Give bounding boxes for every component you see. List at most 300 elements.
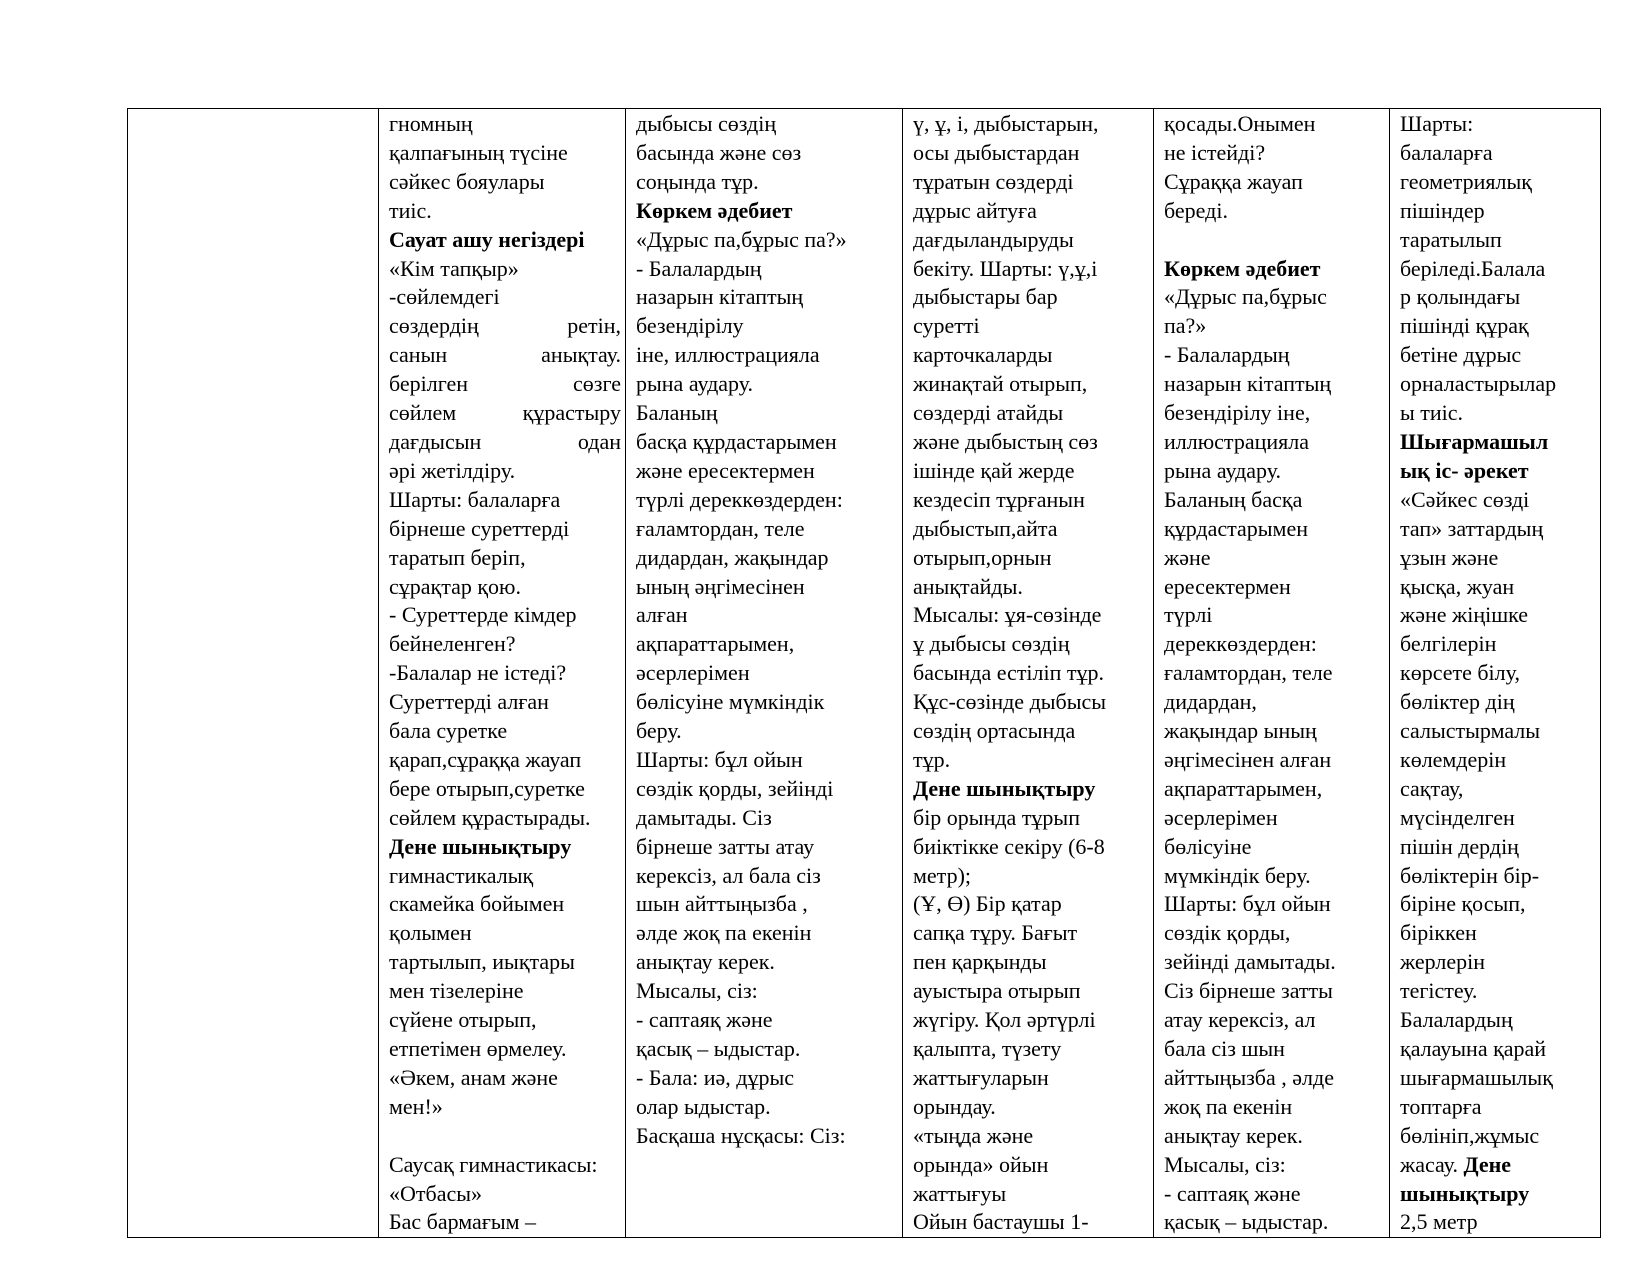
text-line [913, 688, 1149, 717]
text-line-content: кездесіп тұрғанын [913, 486, 1085, 512]
text-line-content: отырып,орнын [913, 544, 1052, 570]
text-line [913, 919, 1149, 948]
text-line [1400, 486, 1596, 515]
text-line [913, 197, 1149, 226]
text-line [1400, 544, 1596, 573]
text-line-content: скамейка бойымен [389, 891, 565, 917]
text-line-content: Құс-сөзінде дыбысы [913, 689, 1107, 715]
text-line [913, 804, 1149, 833]
text-line-content: Баланың басқа [1164, 486, 1303, 512]
text-line-content: «Әкем, анам және [389, 1064, 558, 1090]
text-line [636, 601, 898, 630]
text-line-content: тиіс. [389, 197, 432, 223]
text-line-content: Ойын бастаушы 1- [913, 1209, 1089, 1235]
text-line [1164, 775, 1385, 804]
text-line [913, 573, 1149, 602]
text-line [1164, 139, 1385, 168]
text-line-content: Суреттерді алған [389, 689, 549, 715]
text-line [636, 341, 898, 370]
text-line-content: суретті [913, 313, 980, 339]
text-line-content: бөліктерін бір- [1400, 862, 1540, 888]
text-line-content: құрдастарымен [1164, 515, 1309, 541]
text-line-content: мен!» [389, 1093, 443, 1119]
text-line-content: зейінді дамытады. [1164, 949, 1336, 975]
text-line-content: р қолындағы [1400, 284, 1521, 310]
text-line [913, 717, 1149, 746]
text-line-content: тұр. [913, 746, 951, 772]
text-line-content: 2,5 метр [1400, 1209, 1478, 1235]
text-line [1164, 1122, 1385, 1151]
text-line-content: Бас бармағым – [389, 1209, 537, 1235]
text-line-content: көрсете білу, [1400, 660, 1520, 686]
text-line-content: соңында тұр. [636, 168, 759, 194]
text-line-content: көлемдерін [1400, 746, 1507, 772]
text-line [389, 862, 621, 891]
text-line [913, 283, 1149, 312]
text-line-content: тап» заттардың [1400, 515, 1544, 541]
text-line-content: -Балалар не істеді? [389, 660, 567, 686]
text-line [636, 226, 898, 255]
text-line-content: ү, ұ, і, дыбыстарын, [913, 111, 1099, 136]
text-line [1164, 110, 1385, 139]
text-line [636, 948, 898, 977]
text-line [389, 775, 621, 804]
text-line [389, 833, 621, 862]
text-line-content: дидардан, жақындар [636, 544, 829, 570]
text-line [636, 573, 898, 602]
text-line [636, 255, 898, 284]
text-line [636, 659, 898, 688]
text-line-content: осы дыбыстардан [913, 139, 1080, 165]
text-line [1400, 168, 1596, 197]
text-line [389, 948, 621, 977]
text-line [913, 457, 1149, 486]
text-line [1400, 341, 1596, 370]
text-line-content: сапқа тұру. Бағыт [913, 920, 1078, 946]
text-line [913, 1035, 1149, 1064]
text-line-content: - Бала: иә, дұрыс [636, 1064, 795, 1090]
text-line-content: - саптаяқ және [1164, 1180, 1301, 1206]
text-line-content [389, 1123, 395, 1148]
text-line [913, 862, 1149, 891]
text-line-content: «Сәйкес сөзді [1400, 486, 1530, 512]
text-line-content: дереккөздерден: [1164, 631, 1317, 657]
text-line [1164, 544, 1385, 573]
text-line-content: ақпараттарымен, [636, 631, 795, 657]
text-line [389, 370, 621, 399]
text-line [389, 1122, 621, 1151]
text-line-content: санын анықтау. [389, 342, 621, 368]
text-line [1164, 1208, 1385, 1237]
text-line-content: беріледі.Балала [1400, 255, 1546, 281]
text-line [1400, 919, 1596, 948]
text-line [1400, 283, 1596, 312]
text-line [1164, 717, 1385, 746]
text-line [1164, 1064, 1385, 1093]
text-line [1164, 573, 1385, 602]
text-line-content: әсерлерімен [636, 660, 750, 686]
text-line [913, 630, 1149, 659]
text-line-content: - Суреттерде кімдер [389, 602, 577, 628]
text-line-content: таратып беріп, [389, 544, 526, 570]
text-line [636, 862, 898, 891]
text-line-content: назарын кітаптың [636, 284, 804, 310]
text-line-content: олар ыдыстар. [636, 1093, 771, 1119]
text-line-content: - Балалардың [636, 255, 762, 281]
text-line-content: Мысалы, сіз: [1164, 1151, 1286, 1177]
text-line-content: әлде жоқ па екенін [636, 920, 812, 946]
text-line [913, 370, 1149, 399]
text-line-content: пен қарқынды [913, 949, 1047, 975]
text-line-content: сұрақтар қою. [389, 573, 521, 599]
text-line [636, 139, 898, 168]
text-line [1400, 890, 1596, 919]
text-line-content: Көркем әдебиет [636, 197, 793, 223]
text-line [389, 659, 621, 688]
text-line [1400, 312, 1596, 341]
text-line-content: сөйлем құрастыру [389, 400, 621, 426]
text-line-content: Басқаша нұсқасы: Сіз: [636, 1122, 846, 1148]
text-line [913, 1122, 1149, 1151]
text-line-content: жаттығуларын [913, 1064, 1049, 1090]
text-line [1400, 1151, 1596, 1180]
text-line-content: қасық – ыдыстар. [1164, 1209, 1329, 1235]
text-line-content: рына аудару. [1164, 457, 1282, 483]
text-line-content: сүйене отырып, [389, 1007, 537, 1033]
text-line [1400, 688, 1596, 717]
text-line-content: бала сіз шын [1164, 1036, 1285, 1061]
text-line-content: керексіз, ал бала сіз [636, 862, 821, 888]
text-line [389, 890, 621, 919]
text-line [913, 226, 1149, 255]
text-line [1164, 862, 1385, 891]
text-line [913, 1093, 1149, 1122]
text-line-content: дыбыстары бар [913, 284, 1058, 310]
text-line [913, 948, 1149, 977]
text-line-content: сөздерді атайды [913, 400, 1064, 426]
text-line [636, 312, 898, 341]
text-line [913, 486, 1149, 515]
text-line-content: қалауына қарай [1400, 1036, 1547, 1061]
text-line-content [1164, 227, 1170, 252]
text-line [389, 226, 621, 255]
text-line-content: сөздің ортасында [913, 718, 1076, 744]
text-line [389, 919, 621, 948]
table-cell-6 [1390, 109, 1601, 1238]
text-line [636, 1035, 898, 1064]
text-line [636, 168, 898, 197]
text-line [1400, 428, 1596, 457]
text-line [389, 1035, 621, 1064]
table-cell-2 [379, 109, 626, 1238]
text-line-content: берілген сөзге [389, 371, 621, 397]
text-line-content: орналастырылар [1400, 371, 1557, 397]
text-line-content: алған [636, 602, 688, 628]
text-line [913, 601, 1149, 630]
text-line-content: дағдыландыруды [913, 226, 1074, 252]
text-line [389, 312, 621, 341]
text-line-content: дұрыс айтуға [913, 197, 1037, 223]
text-line-content: салыстырмалы [1400, 718, 1541, 744]
text-line-content: безендірілу [636, 313, 744, 339]
text-line [636, 1122, 898, 1151]
text-line-content: «Дұрыс па,бұрыс па?» [636, 226, 847, 252]
text-line-content: пішінді құрақ [1400, 313, 1529, 339]
text-line [913, 312, 1149, 341]
text-line-content: балаларға [1400, 139, 1493, 165]
text-line-content: атау керексіз, ал [1164, 1007, 1316, 1033]
table-row [128, 109, 1601, 1238]
text-line [389, 1180, 621, 1209]
text-line-content: жинақтай отырып, [913, 371, 1088, 397]
text-line [1164, 601, 1385, 630]
text-line-content: мүсінделген [1400, 804, 1515, 830]
text-line [1400, 862, 1596, 891]
text-line [636, 746, 898, 775]
text-line [1164, 370, 1385, 399]
text-line-content: Баланың [636, 400, 718, 426]
text-line-content: не істейді? [1164, 139, 1266, 165]
text-line [1400, 833, 1596, 862]
text-line [913, 1064, 1149, 1093]
text-line-content: бірнеше затты атау [636, 833, 815, 859]
text-line [1164, 399, 1385, 428]
text-line-content: «Дұрыс па,бұрыс [1164, 284, 1327, 310]
text-line-content: иллюстрацияла [1164, 428, 1309, 454]
text-line-content: жаттығуы [913, 1180, 1007, 1206]
text-line [1164, 515, 1385, 544]
text-line [389, 804, 621, 833]
table-cell-3 [626, 109, 903, 1238]
text-line-content: сөйлем құрастырады. [389, 804, 591, 830]
text-line [1164, 1035, 1385, 1064]
text-line [1164, 833, 1385, 862]
text-line-content: жақындар ының [1164, 718, 1317, 744]
text-line-content: сақтау, [1400, 775, 1464, 801]
text-line [1400, 1064, 1596, 1093]
text-line-content: басында және сөз [636, 139, 802, 165]
text-line [636, 197, 898, 226]
text-line [1164, 312, 1385, 341]
text-line [389, 139, 621, 168]
text-line-content: дидардан, [1164, 689, 1257, 715]
text-line [1400, 1035, 1596, 1064]
text-line [636, 1064, 898, 1093]
text-line [1164, 1151, 1385, 1180]
text-line [1164, 341, 1385, 370]
text-line-content: Дене шынықтыру [389, 833, 572, 859]
text-line-content: анықтайды. [913, 573, 1023, 599]
text-line [389, 399, 621, 428]
text-line [1164, 948, 1385, 977]
text-line [1164, 486, 1385, 515]
text-line [636, 890, 898, 919]
text-line-content: жүгіру. Қол әртүрлі [913, 1007, 1096, 1033]
text-line-content: ғаламтордан, теле [1164, 660, 1333, 686]
text-line-content: Сіз бірнеше затты [1164, 978, 1333, 1004]
text-line-content: бөлісуіне мүмкіндік [636, 689, 825, 715]
text-line-content: тартылып, иықтары [389, 949, 575, 975]
text-line-content: жоқ па екенін [1164, 1093, 1293, 1119]
text-line-content: ы тиіс. [1400, 400, 1464, 426]
text-line-content: «тыңда және [913, 1122, 1034, 1148]
text-line [913, 1180, 1149, 1209]
text-line-content: сөздердің ретін, [389, 313, 621, 339]
text-line-content: гимнастикалық [389, 862, 534, 888]
text-line-content: сәйкес бояулары [389, 168, 545, 194]
text-line-content: бөлісуіне [1164, 833, 1252, 859]
text-line [913, 1208, 1149, 1237]
text-line-content: бөлініп,жұмыс [1400, 1122, 1540, 1148]
text-line-content: бере отырып,суретке [389, 775, 585, 801]
text-line-content: басқа құрдастарымен [636, 428, 837, 454]
text-line [1164, 168, 1385, 197]
text-line-content: ық іс- әрекет [1400, 457, 1529, 483]
text-line [1400, 399, 1596, 428]
text-line-content: қосады.Онымен [1164, 111, 1316, 136]
text-line-content: мүмкіндік беру. [1164, 862, 1311, 888]
text-line [913, 110, 1149, 139]
text-line [636, 919, 898, 948]
text-line-content: және [1164, 544, 1211, 570]
text-line [1164, 688, 1385, 717]
text-line-content: және дыбыстың сөз [913, 428, 1098, 454]
text-line [389, 977, 621, 1006]
table-cell-1 [128, 109, 379, 1238]
text-line [1164, 630, 1385, 659]
text-line [636, 688, 898, 717]
lesson-plan-table [127, 108, 1601, 1238]
text-line-content: ының әңгімесінен [636, 573, 805, 599]
text-line-content: орында» ойын [913, 1151, 1049, 1177]
text-line [636, 833, 898, 862]
text-line [1400, 1006, 1596, 1035]
text-line-content: (Ұ, Ө) Бір қатар [913, 891, 1062, 917]
text-line [636, 775, 898, 804]
text-line [389, 255, 621, 284]
text-line [389, 457, 621, 486]
text-line-content: геометриялық [1400, 168, 1532, 194]
text-line-content: шын айттыңызба , [636, 891, 808, 917]
text-line [1400, 573, 1596, 602]
text-line [636, 486, 898, 515]
table-cell-4 [903, 109, 1154, 1238]
table-cell-5 [1154, 109, 1390, 1238]
text-line-content: назарын кітаптың [1164, 371, 1332, 397]
text-line-content: белгілерін [1400, 631, 1497, 657]
text-line-content: әсерлерімен [1164, 804, 1278, 830]
text-line [1400, 255, 1596, 284]
text-line [389, 341, 621, 370]
text-line [389, 1064, 621, 1093]
text-line [1400, 370, 1596, 399]
text-line [636, 717, 898, 746]
text-line [913, 1151, 1149, 1180]
text-line-content: Дене шынықтыру [913, 775, 1096, 801]
text-line [1400, 977, 1596, 1006]
text-line-content: гномның [389, 111, 473, 136]
text-line [913, 544, 1149, 573]
text-line [1400, 804, 1596, 833]
text-line-content: бекіту. Шарты: ү,ұ,і [913, 255, 1098, 281]
text-line [913, 428, 1149, 457]
text-line [1400, 515, 1596, 544]
text-line-content: метр); [913, 862, 972, 888]
text-line-content: дамытады. Сіз [636, 804, 772, 830]
text-line-content: қолымен [389, 920, 472, 946]
text-line [389, 688, 621, 717]
text-line-content: Мысалы: ұя-сөзінде [913, 602, 1102, 628]
text-line-content: іне, иллюстрацияла [636, 342, 820, 368]
text-line-content: «Кім тапқыр» [389, 255, 519, 281]
text-line [1164, 1006, 1385, 1035]
text-line-content: қасық – ыдыстар. [636, 1036, 801, 1061]
text-line [913, 977, 1149, 1006]
text-line [389, 1208, 621, 1237]
text-line [913, 255, 1149, 284]
text-line-content: дағдысын одан [389, 428, 621, 454]
text-line-content: береді. [1164, 197, 1228, 223]
text-line-content: пішін дердің [1400, 833, 1519, 859]
text-line [636, 370, 898, 399]
text-line-content: қысқа, жуан [1400, 573, 1515, 599]
text-line-content: Шарты: балаларға [389, 486, 561, 512]
text-line [1400, 457, 1596, 486]
text-line-content: Сауат ашу негіздері [389, 226, 585, 252]
text-line [389, 110, 621, 139]
text-line [1400, 110, 1596, 139]
text-line [1164, 804, 1385, 833]
text-line [1400, 1180, 1596, 1209]
text-line-tail: Дене [1457, 1151, 1512, 1177]
text-line [913, 399, 1149, 428]
text-line [636, 544, 898, 573]
text-line-content: сөздік қорды, [1164, 920, 1291, 946]
text-line [913, 341, 1149, 370]
text-line [636, 110, 898, 139]
text-line [913, 746, 1149, 775]
text-line-content: таратылып [1400, 226, 1502, 252]
text-line-content: ересектермен [1164, 573, 1291, 599]
text-line [1400, 746, 1596, 775]
text-line-content: бір орында тұрып [913, 804, 1080, 830]
text-line-content: басында естіліп тұр. [913, 660, 1105, 686]
text-line [636, 1006, 898, 1035]
text-line [389, 515, 621, 544]
text-line [1400, 1208, 1596, 1237]
text-line-content: ұзын және [1400, 544, 1499, 570]
text-line [389, 1006, 621, 1035]
text-line-content: түрлі [1164, 602, 1213, 628]
text-line [1164, 226, 1385, 255]
text-line [913, 515, 1149, 544]
text-line [913, 1006, 1149, 1035]
text-line [636, 804, 898, 833]
text-line [636, 977, 898, 1006]
text-line-content: қарап,сұраққа жауап [389, 746, 582, 772]
text-line [389, 1093, 621, 1122]
text-line [389, 746, 621, 775]
text-line-content: анықтау керек. [636, 949, 775, 975]
text-line-content: әңгімесінен алған [1164, 746, 1332, 772]
text-line [636, 630, 898, 659]
text-line-content: Шығармашыл [1400, 428, 1549, 454]
text-line-content: -сөйлемдегі [389, 284, 500, 310]
text-line [389, 544, 621, 573]
text-line-content: дыбыстып,айта [913, 515, 1058, 541]
text-line-content: бейнеленген? [389, 631, 516, 657]
text-line [1400, 226, 1596, 255]
